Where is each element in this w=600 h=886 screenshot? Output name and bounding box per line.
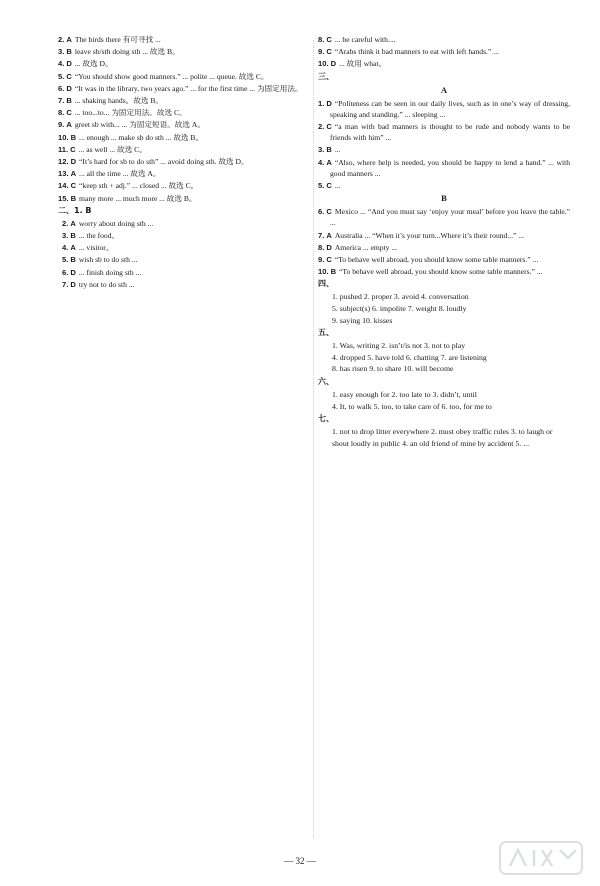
item-number: 10. [318,59,329,69]
item-number: 7. [62,279,69,289]
answer-item [58,242,310,253]
answer-item [318,58,570,69]
item-number: 3. [58,47,65,57]
explanation-text: “You should show good manners.” ... polite ... queue. 故选 C。 [74,71,269,81]
item-number: 6. [58,83,65,93]
answer-item [318,266,570,277]
watermark-logo [496,836,586,880]
answer-letter: D [70,279,76,289]
item-number: 4. [58,59,65,69]
explanation-text: ... [334,181,341,191]
answer-item [58,144,310,155]
answer-letter: C [66,108,72,118]
answer-item [58,254,310,265]
answer-letter: C [326,35,332,44]
explanation-text: ... as well ... 故选 C。 [78,144,147,154]
explanation-text: ... all the time ... 故选 A。 [79,169,161,179]
answer-item [318,230,570,241]
section-heading: 二、1. B [58,205,92,215]
answer-item [318,144,570,155]
answer-item [58,119,310,130]
answer-letter: D [70,267,76,277]
item-number: 5. [318,181,325,191]
item-number: 15. [58,193,69,203]
answer-item [58,132,310,143]
key-row: 1. Was, writing 2. isn’t/is not 3. not to play [332,341,466,351]
answer-letter: C [326,122,332,132]
item-number: 11. [58,144,69,154]
section-heading: 六、 [318,377,334,387]
answer-item [58,267,310,278]
answer-letter: A [70,243,76,253]
part-title: B [441,193,447,204]
answer-letter: B [70,231,76,241]
section-heading: 三、 [318,71,334,81]
answer-item [58,46,310,57]
answer-letter: C [326,47,332,57]
explanation-text: ... [334,145,341,155]
key-row: 1. easy enough for 2. too late to 3. didn’t, until [332,390,477,400]
answer-letter: D [66,83,72,93]
section-heading: 五、 [318,328,334,338]
explanation-text: America ... empty ... [334,242,398,252]
answer-letter: D [326,98,332,108]
explanation-text: Mexico ... “And you must say ‘enjoy your meal’ before you leave the table.” ... [330,207,570,228]
item-number: 6. [318,207,325,217]
item-number: 2. [58,35,65,44]
answer-letter: D [326,242,332,252]
item-number: 6. [62,267,69,277]
key-row: 4. It, to walk 5. too, to take care of 6. too, for me to [332,401,492,411]
explanation-text: “It was in the library, two years ago.” ... for the first time ... 为固定用法。 [74,83,303,93]
answer-item [58,193,310,204]
explanation-text: “Arabs think it bad manners to eat with left hands.” ... [334,47,499,57]
item-number: 4. [62,243,69,253]
answer-letter: B [66,47,72,57]
item-number: 4. [318,157,325,167]
answer-letter: C [326,181,332,191]
answer-letter: B [326,145,332,155]
explanation-text: ... too...to... 为固定用法。故选 C。 [74,108,187,118]
section-heading: 四、 [318,279,334,289]
item-number: 5. [58,71,65,81]
answer-letter: C [70,181,77,191]
answer-item [318,206,570,228]
explanation-text: try not to do sth ... [78,279,135,289]
answer-item [318,180,570,191]
answer-item [58,71,310,82]
answer-item [318,34,570,45]
answer-item [318,98,570,120]
answer-letter: A [326,230,332,240]
explanation-text: many more ... much more ... 故选 B。 [79,193,197,203]
item-number: 10. [58,132,69,142]
key-row: 9. saying 10. kisses [332,315,393,325]
explanation-text: ... 故选 D。 [74,59,113,69]
item-number: 8. [318,242,325,252]
answer-item [318,254,570,265]
item-number: 10. [318,267,329,277]
answer-letter: B [70,255,76,265]
answer-item [58,156,310,167]
answer-letter: B [70,193,77,203]
answer-letter: A [326,157,332,167]
answer-letter: A [70,169,77,179]
answer-item [58,58,310,69]
explanation-text: worry about doing sth ... [78,218,154,228]
item-number: 13. [58,169,69,179]
answer-letter: D [330,59,337,69]
item-number: 9. [58,120,65,130]
item-number: 1. [318,98,325,108]
right-column [318,34,570,846]
answer-item [318,242,570,253]
explanation-text: wish sb to do sth ... [78,255,138,265]
key-row: 8. has risen 9. to share 10. will become [332,364,454,374]
answer-letter: D [66,59,72,69]
item-number: 3. [62,231,69,241]
explanation-text: ... enough ... make sb do sth ... 故选 B。 [79,132,204,142]
explanation-text: “Also, where help is needed, you should be happy to lend a hand.” ... with good manners ... [330,157,570,178]
explanation-text: “It’s hard for sb to do sth” ... avoid doing sth. 故选 D。 [79,157,249,167]
answer-letter: A [66,120,72,130]
left-column [58,34,310,846]
explanation-text: “To behave well abroad, you should know some table manners.” ... [339,267,543,277]
explanation-text: ... visitor。 [78,243,114,253]
answer-item [318,121,570,143]
explanation-text: Australia ... “When it’s your turn...Where it’s their round...” ... [334,230,524,240]
explanation-text: ... finish doing sth ... [78,267,142,277]
item-number: 5. [62,255,69,265]
answer-item [58,107,310,118]
answer-item [58,218,310,229]
item-number: 12. [58,157,69,167]
key-row: 1. not to drop litter everywhere 2. must obey traffic rules 3. to laugh or shout loudly in public 4. an old friend of mine by accident 5. ... [332,427,553,448]
answer-letter: B [330,267,337,277]
explanation-text: “Politeness can be seen in our daily lives, such as in one’s way of dressing, speaking and standing.” ... sleeping ... [330,98,570,119]
section-heading: 七、 [318,414,334,424]
explanation-text: ... shaking hands。故选 B。 [74,96,163,106]
answer-letter: C [326,207,332,217]
item-number: 2. [318,122,325,132]
answer-item [58,83,310,94]
answer-letter: B [70,132,77,142]
explanation-text: “a man with bad manners is thought to be rude and nobody wants to be friends with him” ... [330,122,570,143]
explanation-text: The birds there 有可寻找 ... [74,35,161,44]
answer-item [58,168,310,179]
answer-letter: B [66,96,72,106]
item-number: 9. [318,255,325,265]
explanation-text: ... be careful with.... [334,35,396,44]
item-number: 14. [58,181,69,191]
page-number: — 32 — [284,856,316,866]
answer-letter: A [70,218,76,228]
item-number: 3. [318,145,325,155]
answer-item [318,157,570,179]
answer-item [58,180,310,191]
answer-letter: D [70,157,77,167]
key-row: 5. subject(s) 6. impolite 7. weight 8. loudly [332,304,467,314]
item-number: 2. [62,218,69,228]
key-row: 4. dropped 5. have told 6. chatting 7. are listening [332,352,487,362]
item-number: 8. [318,35,325,44]
answer-item [58,279,310,290]
item-number: 7. [58,96,65,106]
explanation-text: “To behave well abroad, you should know some table manners.” ... [334,255,539,265]
explanation-text: ... 故用 what。 [339,59,387,69]
answer-letter: C [70,144,76,154]
item-number: 9. [318,47,325,57]
explanation-text: greet sb with... ... 为固定短语。故选 A。 [74,120,205,130]
column-divider [313,40,314,838]
item-number: 7. [318,230,325,240]
key-row: 1. pushed 2. proper 3. avoid 4. conversation [332,292,469,302]
answer-letter: C [66,71,72,81]
answer-item [318,46,570,57]
explanation-text: leave sb/sth doing sth ... 故选 B。 [74,47,180,57]
explanation-text: “keep sth + adj.” ... closed ... 故选 C。 [79,181,199,191]
answer-item [58,34,310,45]
answer-item [58,230,310,241]
answer-item [58,95,310,106]
answer-letter: A [66,35,72,44]
answer-letter: C [326,255,332,265]
part-title: A [440,84,448,95]
item-number: 8. [58,108,65,118]
explanation-text: ... the food。 [78,231,120,241]
